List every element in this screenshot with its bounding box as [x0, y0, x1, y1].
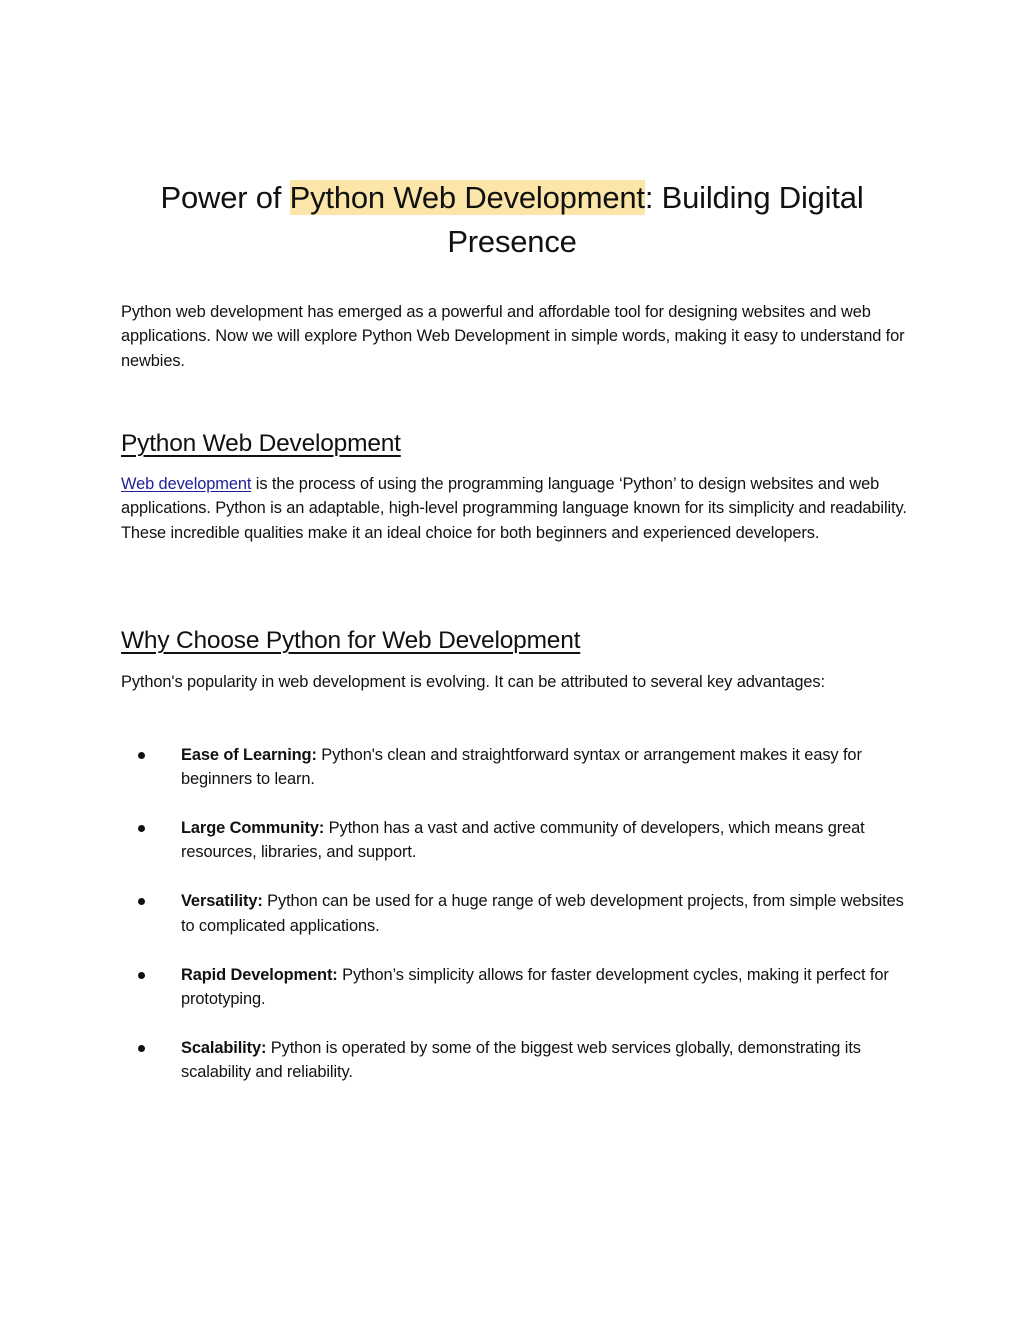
- bullet-icon: [138, 1045, 145, 1052]
- section-paragraph-why-choose-python: Python's popularity in web development is evolving. It can be attributed to several key advantages:: [121, 673, 825, 691]
- list-item-label: Large Community:: [181, 819, 325, 838]
- web-development-link[interactable]: Web development: [121, 475, 252, 493]
- section-paragraph-python-web-development: [121, 472, 911, 545]
- bullet-icon: [138, 898, 145, 905]
- list-item-rapid-development: [121, 963, 911, 1012]
- advantages-list: [121, 743, 911, 1109]
- list-item-label: Rapid Development:: [181, 965, 338, 984]
- list-item-label: Scalability:: [181, 1038, 267, 1057]
- list-item-label: Versatility:: [181, 892, 263, 911]
- list-item-scalability: [121, 1036, 911, 1085]
- list-item-text: Python has a vast and active community of developers, which means great resources, libraries, and support.: [181, 819, 865, 862]
- list-item-versatility: [121, 889, 911, 938]
- list-item-text: Python is operated by some of the biggest web services globally, demonstrating its scalability and reliability.: [181, 1038, 861, 1082]
- list-item-large-community: [121, 816, 911, 865]
- list-item-text: Python's clean and straightforward syntax or arrangement makes it easy for beginners to learn.: [181, 746, 862, 789]
- title-prefix: Power of: [160, 180, 290, 215]
- page-title: [110, 176, 914, 264]
- intro-paragraph: Python web development has emerged as a powerful and affordable tool for designing websites and web applications. Now we will explore Python Web Development in simple words, making it easy to understand for newbies.: [121, 303, 905, 370]
- title-highlight: Python Web Development: [289, 180, 645, 215]
- title-suffix: : Building Digital Presence: [447, 180, 864, 259]
- list-item-ease-of-learning: [121, 743, 911, 792]
- paragraph-text: is the process of using the programming language ‘Python’ to design websites and web applications. Python is an adaptable, high-level programming language known for its simplicity and readability. These incredible qualities make it an ideal choice for both beginners and experienced developers.: [121, 475, 907, 542]
- section-heading-why-choose-python: Why Choose Python for Web Development: [121, 627, 581, 654]
- bullet-icon: [138, 825, 145, 832]
- list-item-label: Ease of Learning:: [181, 746, 317, 764]
- list-item-text: Python’s simplicity allows for faster development cycles, making it perfect for prototyping.: [181, 965, 889, 1008]
- list-item-text: Python can be used for a huge range of web development projects, from simple websites to complicated applications.: [181, 892, 904, 935]
- bullet-icon: [138, 752, 145, 759]
- bullet-icon: [138, 972, 145, 979]
- section-heading-python-web-development: Python Web Development: [121, 430, 401, 457]
